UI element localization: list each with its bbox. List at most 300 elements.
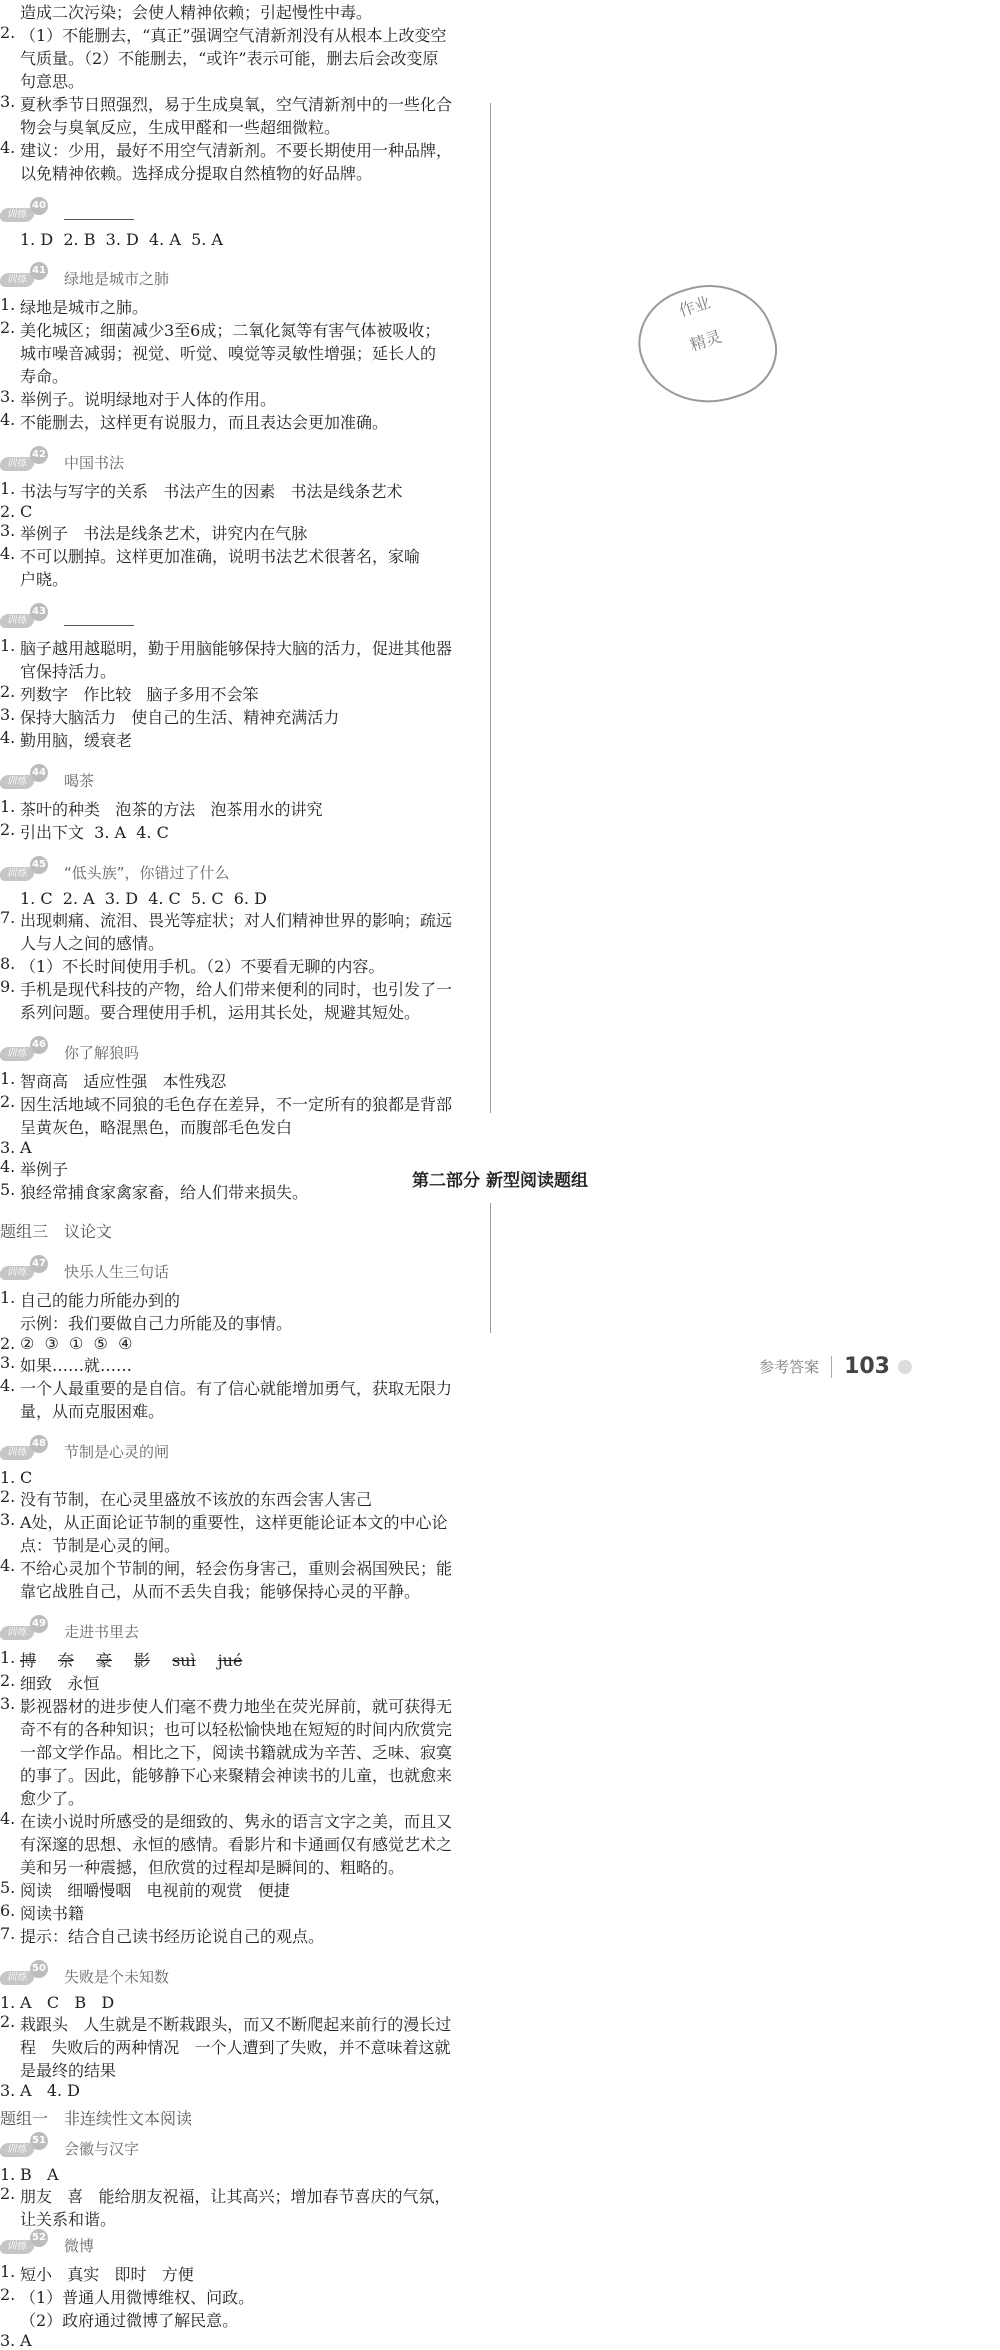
- answer-number: 5.: [0, 1878, 16, 1897]
- answer-text: [20, 1694, 452, 1809]
- training-badge-icon: [0, 606, 46, 627]
- answer-item: [0, 2262, 405, 2285]
- answer-item: [0, 889, 405, 908]
- answer-number: 1.: [0, 295, 16, 314]
- training-header: [0, 2230, 405, 2260]
- pinyin-correction-row: [0, 1648, 405, 1671]
- answer-line: C: [20, 1468, 33, 1487]
- training-title: 会徽与汉字: [64, 2139, 140, 2158]
- answer-item: [0, 230, 405, 249]
- answer-line: 举例子: [20, 1160, 69, 1179]
- answer-text: [20, 1487, 405, 1510]
- training-title: 微博: [64, 2236, 95, 2255]
- answer-line: 系列问题。要合理使用手机，运用其长处，规避其短处。: [20, 1003, 421, 1022]
- answer-line: 不可以删掉。这样更加准确，说明书法艺术很著名，家喻: [20, 547, 421, 566]
- answer-text: [20, 1809, 452, 1878]
- answer-text: [20, 797, 405, 820]
- answer-number: 2.: [0, 2285, 16, 2304]
- training-badge-label: 训练: [0, 1971, 35, 1985]
- answer-number: 1.: [0, 2165, 16, 2184]
- answer-text: [20, 1334, 405, 1353]
- bottom-right-column: [0, 2230, 405, 2350]
- training-badge-label: 训练: [0, 614, 35, 628]
- answer-text: [20, 92, 452, 138]
- title-blank: [64, 207, 134, 220]
- answer-text: [20, 2331, 405, 2350]
- answer-number: 1.: [0, 2262, 16, 2281]
- answer-line: 1. C 2. A 3. D 4. C 5. C 6. D: [20, 889, 267, 908]
- answer-line: 一部文学作品。相比之下，阅读书籍就成为辛苦、乏味、寂寞: [20, 1743, 453, 1762]
- answer-item: [0, 1809, 453, 1878]
- training-number: 45: [30, 856, 48, 874]
- answer-number: 4.: [0, 138, 16, 157]
- answer-text: [20, 1353, 405, 1376]
- answer-line: 勤用脑，缓衰老: [20, 731, 133, 750]
- answer-line: 美化城区；细菌减少3至6成；二氧化氮等有害气体被吸收；: [20, 321, 441, 340]
- answer-line: 夏秋季节日照强烈，易于生成臭氧，空气清新剂中的一些化合: [20, 95, 453, 114]
- answer-line: 点：节制是心灵的闸。: [20, 1536, 181, 1555]
- answer-text: [20, 636, 452, 682]
- answer-text: [20, 1376, 452, 1422]
- training-title: 失败是个未知数: [64, 1967, 170, 1986]
- training-badge-icon: [0, 200, 46, 221]
- answer-number: 8.: [0, 954, 16, 973]
- answer-line: 造成二次污染；会使人精神依赖；引起慢性中毒。: [20, 3, 373, 22]
- answer-line: 美和另一种震撼，但欣赏的过程却是瞬间的、粗略的。: [20, 1858, 405, 1877]
- answer-line: 建议：少用，最好不用空气清新剂。不要长期使用一种品牌，: [20, 141, 453, 160]
- answer-number: 5.: [0, 1180, 16, 1199]
- training-badge-icon: [0, 265, 46, 286]
- answer-line: 气质量。（2）不能删去，“或许”表示可能，删去后会改变原: [20, 49, 439, 68]
- training-title: 节制是心灵的闸: [64, 1442, 170, 1461]
- answer-line: 句意思。: [20, 72, 85, 91]
- answer-line: （2）政府通过微博了解民意。: [20, 2311, 239, 2330]
- struck-word: 影: [134, 1651, 151, 1670]
- answer-text: [20, 908, 452, 954]
- training-title: 走进书里去: [64, 1622, 140, 1641]
- answer-line: 自己的能力所能办到的: [20, 1291, 181, 1310]
- answer-number: 2.: [0, 2184, 16, 2203]
- answer-number: 3.: [0, 2331, 16, 2350]
- training-badge-icon: [0, 1039, 46, 1060]
- answer-line: 量，从而克服困难。: [20, 1402, 165, 1421]
- answer-line: 呈黄灰色，略混黑色，而腹部毛色发白: [20, 1118, 293, 1137]
- training-badge-icon: [0, 1618, 46, 1639]
- answer-number: 2.: [0, 2012, 16, 2031]
- answer-number: 3.: [0, 1510, 16, 1529]
- answer-line: B A: [20, 2165, 59, 2184]
- group-label: 题组三: [0, 1222, 49, 1241]
- training-badge-icon: [0, 859, 46, 880]
- answer-line: 不能删去，这样更有说服力，而且表达会更加准确。: [20, 413, 389, 432]
- answer-text: [20, 1138, 405, 1157]
- answer-item: [0, 1138, 405, 1157]
- answer-item: [0, 92, 453, 138]
- answer-line: 提示：结合自己读书经历论说自己的观点。: [20, 1927, 325, 1946]
- answer-number: 2.: [0, 318, 16, 337]
- training-badge-icon: [0, 1438, 46, 1459]
- answer-item: [0, 954, 405, 977]
- answer-line: 阅读 细嚼慢咽 电视前的观赏 便捷: [20, 1881, 290, 1900]
- answer-item: [0, 1353, 405, 1376]
- answer-text: [20, 977, 452, 1023]
- answer-text: [20, 1901, 405, 1924]
- answer-text: [20, 138, 452, 184]
- answer-line: 书法与写字的关系 书法产生的因素 书法是线条艺术: [20, 482, 403, 501]
- answer-number: 4.: [0, 1157, 16, 1176]
- answer-line: 栽跟头 人生就是不断栽跟头，而又不断爬起来前行的漫长过: [20, 2015, 452, 2034]
- answer-line: 绿地是城市之肺。: [20, 298, 149, 317]
- answer-line: ② ③ ① ⑤ ④: [20, 1334, 133, 1353]
- answer-text: [20, 728, 405, 751]
- answer-line: 举例子。说明绿地对于人体的作用。: [20, 390, 277, 409]
- answer-item: [0, 1556, 453, 1602]
- training-header: [0, 1616, 405, 1646]
- answer-line: A: [20, 2331, 32, 2350]
- answer-number: 1.: [0, 797, 16, 816]
- column-divider: [490, 103, 491, 1113]
- training-number: 48: [30, 1435, 48, 1453]
- answer-number: [0, 230, 20, 249]
- answer-item: [0, 387, 405, 410]
- training-number: 43: [30, 603, 48, 621]
- answer-number: 1.: [0, 1069, 16, 1088]
- answer-number: 1.: [0, 1288, 16, 1307]
- training-number: 46: [30, 1036, 48, 1054]
- answer-text: [20, 2262, 405, 2285]
- answer-item: [0, 502, 405, 521]
- answer-line: （1）不长时间使用手机。（2）不要看无聊的内容。: [20, 957, 385, 976]
- training-header: [0, 2133, 405, 2163]
- struck-word: 奈: [58, 1651, 75, 1670]
- training-header: [0, 1256, 405, 1286]
- answer-line: A: [20, 1138, 32, 1157]
- training-header: [0, 1436, 405, 1466]
- answer-item: [0, 1487, 405, 1510]
- answer-line: 是最终的结果: [20, 2061, 117, 2080]
- training-badge-icon: [0, 1963, 46, 1984]
- training-badge-icon: [0, 449, 46, 470]
- answer-line: 的事了。因此，能够静下心来聚精会神读书的儿童，也就愈来: [20, 1766, 453, 1785]
- answer-item: [0, 1901, 405, 1924]
- answer-line: 朋友 喜 能给朋友祝福，让其高兴；增加春节喜庆的气氛，: [20, 2187, 451, 2206]
- answer-text: [20, 954, 405, 977]
- left-column: [0, 0, 453, 1067]
- answer-line: 细致 永恒: [20, 1674, 100, 1693]
- answer-item: [0, 1993, 405, 2012]
- answer-item: [0, 1092, 453, 1138]
- answer-number: 4.: [0, 1376, 16, 1395]
- answer-line: A C B D: [20, 1993, 115, 2012]
- answer-line: 寿命。: [20, 367, 69, 386]
- training-number: 47: [30, 1255, 48, 1273]
- answer-text: [20, 889, 405, 908]
- answer-item: [0, 23, 447, 92]
- training-title: 你了解狼吗: [64, 1043, 140, 1062]
- answer-item: [0, 2165, 405, 2184]
- answer-number: [0, 889, 20, 908]
- answer-line: 没有节制，在心灵里盛放不该放的东西会害人害己: [20, 1490, 373, 1509]
- answer-line: 智商高 适应性强 本性残忍: [20, 1072, 227, 1091]
- answer-line: 在读小说时所感受的是细致的、隽永的语言文字之美，而且又: [20, 1812, 453, 1831]
- answer-line: 阅读书籍: [20, 1904, 85, 1923]
- training-badge-label: 训练: [0, 1446, 35, 1460]
- answer-text: [20, 318, 440, 387]
- answer-item: [0, 1334, 405, 1353]
- answer-number: 4.: [0, 728, 16, 747]
- answer-number: 2.: [0, 1092, 16, 1111]
- answer-text: [20, 544, 420, 590]
- answer-text: [20, 2165, 405, 2184]
- answer-text: [20, 502, 405, 521]
- answer-number: 3.: [0, 1138, 16, 1157]
- training-badge-label: 训练: [0, 1047, 35, 1061]
- answer-line: 狼经常捕食家禽家畜，给人们带来损失。: [20, 1183, 309, 1202]
- answer-item: [0, 2012, 452, 2081]
- answer-number: 2.: [0, 820, 16, 839]
- training-badge-label: 训练: [0, 1266, 35, 1280]
- answer-text: [20, 820, 405, 843]
- training-badge-label: 训练: [0, 775, 35, 789]
- answer-number: 1.: [0, 1993, 16, 2012]
- training-badge-label: 训练: [0, 2143, 35, 2157]
- group-label: 题组一: [0, 2109, 49, 2128]
- answer-item: [0, 521, 405, 544]
- answer-item: [0, 2081, 405, 2100]
- training-badge-label: 训练: [0, 273, 35, 287]
- footer-separator: [831, 1356, 832, 1378]
- answer-line: 城市噪音减弱；视觉、听觉、嗅觉等灵敏性增强；延长人的: [20, 344, 437, 363]
- footer-label: 参考答案: [759, 1358, 820, 1376]
- answer-text: [20, 479, 405, 502]
- answer-item: [0, 0, 405, 23]
- answer-line: 影视器材的进步使人们毫不费力地坐在荧光屏前，就可获得无: [20, 1697, 453, 1716]
- answer-line: 脑子越用越聪明，勤于用脑能够保持大脑的活力，促进其他器: [20, 639, 453, 658]
- answer-text: [20, 1648, 405, 1671]
- answer-line: C: [20, 502, 33, 521]
- answer-line: 官保持活力。: [20, 662, 117, 681]
- stamp-text: 作业: [676, 292, 713, 321]
- answer-number: 2.: [0, 1334, 16, 1353]
- answer-number: 2.: [0, 502, 16, 521]
- answer-line: A 4. D: [20, 2081, 80, 2100]
- training-badge-label: 训练: [0, 2240, 35, 2254]
- answer-text: [20, 2184, 451, 2230]
- training-header: [0, 263, 405, 293]
- answer-item: [0, 1924, 405, 1947]
- answer-line: 保持大脑活力 使自己的生活、精神充满活力: [20, 708, 340, 727]
- answer-text: [20, 1878, 405, 1901]
- answer-number: 2.: [0, 1487, 16, 1506]
- answer-number: 3.: [0, 92, 16, 111]
- answer-number: [0, 0, 20, 23]
- answer-item: [0, 544, 421, 590]
- answer-item: [0, 1510, 448, 1556]
- training-badge-label: 训练: [0, 457, 35, 471]
- answer-line: 物会与臭氧反应，生成甲醛和一些超细微粒。: [20, 118, 341, 137]
- answer-text: [20, 1092, 452, 1138]
- answer-number: 2.: [0, 23, 16, 42]
- answer-item: [0, 479, 405, 502]
- answer-item: [0, 138, 453, 184]
- answer-text: [20, 410, 405, 433]
- training-header: [0, 1961, 405, 1991]
- training-badge-icon: [0, 2135, 46, 2156]
- answer-text: [20, 1510, 448, 1556]
- answer-line: 列数字 作比较 脑子多用不会笨: [20, 685, 259, 704]
- training-badge-label: 训练: [0, 208, 35, 222]
- group-name: 非连续性文本阅读: [64, 2109, 193, 2128]
- answer-number: 1.: [0, 1468, 16, 1487]
- answer-number: 4.: [0, 410, 16, 429]
- answer-item: [0, 908, 453, 954]
- answer-line: 因生活地域不同狼的毛色存在差异，不一定所有的狼都是背部: [20, 1095, 453, 1114]
- answer-text: [20, 1069, 405, 1092]
- answer-item: [0, 1376, 453, 1422]
- answer-item: [0, 682, 405, 705]
- answer-number: 1.: [0, 636, 16, 655]
- training-number: 50: [30, 1960, 48, 1978]
- training-title: 喝茶: [64, 771, 95, 790]
- answer-text: [20, 682, 405, 705]
- answer-item: [0, 728, 405, 751]
- answer-line: 让关系和谐。: [20, 2210, 117, 2229]
- answer-number: 2.: [0, 682, 16, 701]
- answer-text: [20, 23, 447, 92]
- answer-line: 人与人之间的感情。: [20, 934, 165, 953]
- stamp-text: 精灵: [687, 326, 724, 355]
- answer-item: [0, 797, 405, 820]
- answer-number: 1.: [0, 479, 16, 498]
- training-badge-icon: [0, 2232, 46, 2253]
- answer-line: 茶叶的种类 泡茶的方法 泡茶用水的讲究: [20, 800, 323, 819]
- training-badge-icon: [0, 767, 46, 788]
- answer-text: [20, 0, 405, 23]
- title-blank: [64, 613, 134, 626]
- answer-text: [20, 2012, 451, 2081]
- answer-line: 引出下文 3. A 4. C: [20, 823, 169, 842]
- answer-text: [20, 1671, 405, 1694]
- training-number: 42: [30, 446, 48, 464]
- bottom-left-column: [0, 2106, 451, 2230]
- training-number: 41: [30, 262, 48, 280]
- training-number: 51: [30, 2132, 48, 2150]
- training-badge-icon: [0, 1258, 46, 1279]
- answer-item: [0, 820, 405, 843]
- answer-line: （1）普通人用微博维权、问政。: [20, 2288, 255, 2307]
- answer-number: 3.: [0, 2081, 16, 2100]
- answer-line: 靠它战胜自己，从而不丢失自我；能够保持心灵的平静。: [20, 1582, 421, 1601]
- answer-line: 示例：我们要做自己力所能及的事情。: [20, 1314, 293, 1333]
- answer-item: [0, 1694, 453, 1809]
- struck-word: jué: [217, 1651, 243, 1670]
- answer-line: 短小 真实 即时 方便: [20, 2265, 194, 2284]
- group-three-title: [0, 1219, 405, 1242]
- answer-line: 一个人最重要的是自信。有了信心就能增加勇气，获取无限力: [20, 1379, 453, 1398]
- answer-number: 3.: [0, 387, 16, 406]
- training-header: [0, 604, 405, 634]
- group-name: 议论文: [64, 1222, 113, 1241]
- training-header: [0, 1037, 405, 1067]
- answer-line: 愈少了。: [20, 1789, 85, 1808]
- group-one-title: [0, 2106, 405, 2129]
- homework-stamp: [625, 267, 789, 422]
- training-title: 中国书法: [64, 453, 125, 472]
- answer-line: （1）不能删去，“真正”强调空气清新剂没有从根本上改变空: [20, 26, 447, 45]
- answer-item: [0, 1671, 405, 1694]
- answer-item: [0, 977, 453, 1023]
- training-number: 49: [30, 1615, 48, 1633]
- answer-text: [20, 521, 405, 544]
- training-header: [0, 198, 405, 228]
- answer-number: 3.: [0, 1353, 16, 1372]
- answer-line: 不给心灵加个节制的闸，轻会伤身害己，重则会祸国殃民；能: [20, 1559, 453, 1578]
- answer-item: [0, 1878, 405, 1901]
- training-number: 52: [30, 2229, 48, 2247]
- answer-number: 3.: [0, 1694, 16, 1713]
- training-badge-label: 训练: [0, 867, 35, 881]
- answer-line: 举例子 书法是线条艺术，讲究内在气脉: [20, 524, 308, 543]
- answer-number: 2.: [0, 1671, 16, 1690]
- answer-text: [20, 705, 405, 728]
- answer-item: [0, 2184, 451, 2230]
- answer-number: 4.: [0, 544, 16, 563]
- answer-text: [20, 387, 405, 410]
- answer-item: [0, 705, 405, 728]
- training-header: [0, 447, 405, 477]
- answer-text: [20, 295, 405, 318]
- answer-line: 奇不有的各种知识；也可以轻松愉快地在短短的时间内欣赏完: [20, 1720, 453, 1739]
- footer-dot-icon: [898, 1360, 912, 1374]
- answer-line: A处，从正面论证节制的重要性，这样更能论证本文的中心论: [20, 1513, 448, 1532]
- answer-line: 出现刺痛、流泪、畏光等症状；对人们精神世界的影响；疏远: [20, 911, 453, 930]
- answer-item: [0, 1288, 405, 1334]
- answer-number: 3.: [0, 705, 16, 724]
- answer-number: 6.: [0, 1901, 16, 1920]
- answer-number: 3.: [0, 521, 16, 540]
- struck-word: suì: [172, 1651, 196, 1670]
- right-column: [0, 1069, 453, 2100]
- page-number: 103: [844, 1354, 890, 1379]
- answer-line: 1. D 2. B 3. D 4. A 5. A: [20, 230, 223, 249]
- answer-item: [0, 1069, 405, 1092]
- answer-text: [20, 2285, 405, 2331]
- answer-text: [20, 1993, 405, 2012]
- answer-number: 4.: [0, 1809, 16, 1828]
- training-badge-label: 训练: [0, 1626, 35, 1640]
- answer-text: [20, 230, 405, 249]
- answer-text: [20, 1288, 405, 1334]
- answer-line: 如果……就……: [20, 1356, 133, 1375]
- answer-number: 7.: [0, 1924, 16, 1943]
- answer-number: 1.: [0, 1648, 16, 1667]
- answer-item: [0, 636, 453, 682]
- training-header: [0, 857, 405, 887]
- answer-number: 4.: [0, 1556, 16, 1575]
- answer-item: [0, 2331, 405, 2350]
- answer-item: [0, 295, 405, 318]
- answer-text: [20, 1924, 405, 1947]
- training-number: 40: [30, 197, 48, 215]
- answer-line: 程 失败后的两种情况 一个人遭到了失败，并不意味着这就: [20, 2038, 451, 2057]
- part-title: 第二部分 新型阅读题组: [412, 1171, 588, 1191]
- struck-word: 豪: [96, 1651, 113, 1670]
- answer-text: [20, 2081, 405, 2100]
- answer-text: [20, 1556, 452, 1602]
- training-title: 快乐人生三句话: [64, 1262, 170, 1281]
- column-divider-bottom: [490, 1203, 491, 1333]
- answer-line: 以免精神依赖。选择成分提取自然植物的好品牌。: [20, 164, 373, 183]
